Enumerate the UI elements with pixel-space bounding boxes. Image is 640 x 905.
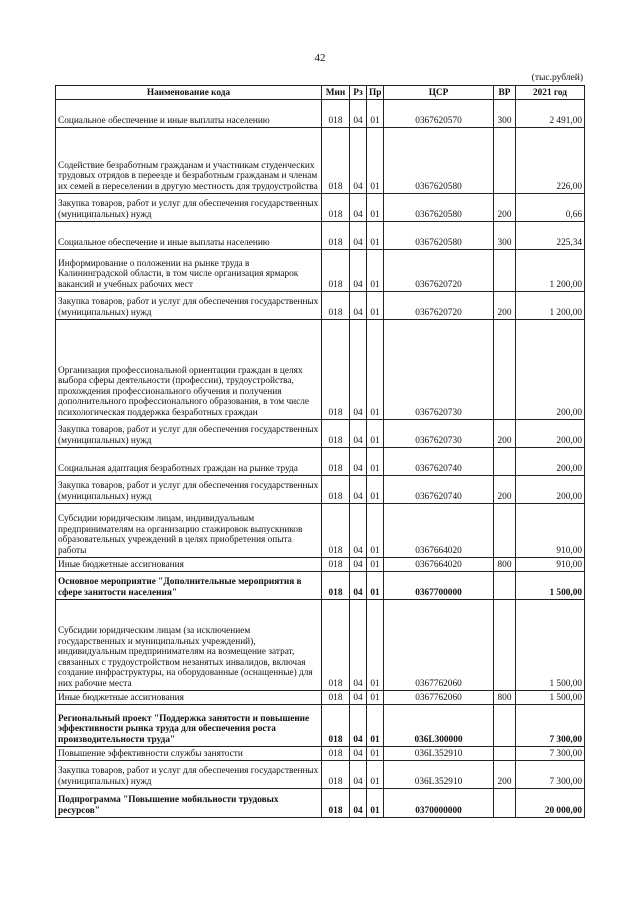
row-rz: 04 — [350, 761, 367, 789]
row-min: 018 — [322, 572, 350, 600]
row-amount: 226,00 — [516, 128, 585, 194]
row-csr: 0367620580 — [384, 128, 494, 194]
table-row — [56, 705, 585, 747]
row-rz: 04 — [350, 558, 367, 572]
row-amount: 910,00 — [516, 504, 585, 558]
row-csr: 0370000000 — [384, 789, 494, 818]
row-vr — [494, 789, 516, 818]
row-vr — [494, 600, 516, 691]
header-min: Мин — [322, 86, 350, 100]
row-csr: 036L352910 — [384, 747, 494, 761]
row-csr: 0367620580 — [384, 194, 494, 222]
budget-table — [55, 85, 585, 818]
header-name: Наименование кода — [56, 86, 322, 100]
row-name: Закупка товаров, работ и услуг для обеспечения государственных (муниципальных) нужд — [56, 761, 322, 789]
row-min: 018 — [322, 600, 350, 691]
units-label: (тыс.рублей) — [531, 73, 583, 83]
header-rz: Рз — [350, 86, 367, 100]
row-pr: 01 — [367, 789, 384, 818]
header-pr: Пр — [367, 86, 384, 100]
row-vr: 200 — [494, 476, 516, 504]
row-name: Иные бюджетные ассигнования — [56, 558, 322, 572]
row-name: Социальная адаптация безработных граждан на рынке труда — [56, 448, 322, 476]
table-row — [56, 761, 585, 789]
row-pr: 01 — [367, 194, 384, 222]
row-rz: 04 — [350, 100, 367, 128]
row-amount: 910,00 — [516, 558, 585, 572]
row-min: 018 — [322, 789, 350, 818]
table-row — [56, 292, 585, 320]
row-rz: 04 — [350, 789, 367, 818]
row-vr — [494, 747, 516, 761]
row-name: Субсидии юридическим лицам (за исключением государственных и муниципальных учреждений), индивидуальным предпринимателям на возмещение затрат, связанных с трудоустройством незанятых инвалидов, включая создание инфраструктуры, на оборудованные (оснащенные) для них рабочие места — [56, 600, 322, 691]
row-csr: 0367620720 — [384, 292, 494, 320]
row-pr: 01 — [367, 747, 384, 761]
row-pr: 01 — [367, 691, 384, 705]
page-number: 42 — [314, 52, 326, 64]
row-name: Информирование о положении на рынке труда в Калининградской области, в том числе организация ярмарок вакансий и учебных рабочих мест — [56, 250, 322, 292]
table-row — [56, 558, 585, 572]
row-min: 018 — [322, 420, 350, 448]
row-amount: 200,00 — [516, 448, 585, 476]
row-rz: 04 — [350, 600, 367, 691]
row-vr: 800 — [494, 558, 516, 572]
row-amount: 0,66 — [516, 194, 585, 222]
table-row — [56, 320, 585, 420]
row-csr: 036L352910 — [384, 761, 494, 789]
row-name: Содействие безработным гражданам и участникам студенческих трудовых отрядов в переезде и безработным гражданам и членам их семей в переселении в другую местность для трудоустройства — [56, 128, 322, 194]
row-vr — [494, 320, 516, 420]
row-rz: 04 — [350, 420, 367, 448]
row-amount: 2 491,00 — [516, 100, 585, 128]
row-name: Региональный проект "Поддержка занятости и повышение эффективности рынка труда для обеспечения роста производительности труда" — [56, 705, 322, 747]
row-min: 018 — [322, 320, 350, 420]
table-row — [56, 789, 585, 818]
header-csr: ЦСР — [384, 86, 494, 100]
row-rz: 04 — [350, 504, 367, 558]
row-vr — [494, 448, 516, 476]
table-row — [56, 476, 585, 504]
row-min: 018 — [322, 504, 350, 558]
row-pr: 01 — [367, 100, 384, 128]
row-pr: 01 — [367, 572, 384, 600]
table-row — [56, 100, 585, 128]
row-rz: 04 — [350, 320, 367, 420]
row-min: 018 — [322, 691, 350, 705]
row-csr: 0367620740 — [384, 448, 494, 476]
table-header-row — [56, 86, 585, 100]
row-rz: 04 — [350, 747, 367, 761]
row-vr — [494, 128, 516, 194]
row-name: Социальное обеспечение и иные выплаты населению — [56, 100, 322, 128]
table-row — [56, 504, 585, 558]
row-amount: 7 300,00 — [516, 761, 585, 789]
row-min: 018 — [322, 128, 350, 194]
row-rz: 04 — [350, 292, 367, 320]
row-name: Социальное обеспечение и иные выплаты населению — [56, 222, 322, 250]
row-amount: 200,00 — [516, 420, 585, 448]
row-min: 018 — [322, 747, 350, 761]
row-vr — [494, 250, 516, 292]
row-amount: 225,34 — [516, 222, 585, 250]
row-name: Основное мероприятие "Дополнительные мероприятия в сфере занятости населения" — [56, 572, 322, 600]
row-pr: 01 — [367, 558, 384, 572]
row-pr: 01 — [367, 222, 384, 250]
table-row — [56, 222, 585, 250]
table-row — [56, 448, 585, 476]
row-amount: 200,00 — [516, 476, 585, 504]
row-amount: 7 300,00 — [516, 705, 585, 747]
table-row — [56, 691, 585, 705]
table-row — [56, 420, 585, 448]
row-rz: 04 — [350, 691, 367, 705]
row-pr: 01 — [367, 292, 384, 320]
row-rz: 04 — [350, 194, 367, 222]
row-pr: 01 — [367, 504, 384, 558]
row-vr: 300 — [494, 100, 516, 128]
row-name: Закупка товаров, работ и услуг для обеспечения государственных (муниципальных) нужд — [56, 292, 322, 320]
row-amount: 1 200,00 — [516, 292, 585, 320]
row-vr: 200 — [494, 292, 516, 320]
row-vr: 200 — [494, 761, 516, 789]
row-csr: 0367620740 — [384, 476, 494, 504]
row-vr: 300 — [494, 222, 516, 250]
row-name: Организация профессиональной ориентации граждан в целях выбора сферы деятельности (профессии), трудоустройства, прохождения профессионального обучения и получения дополнительного профессионального образования, в том числе психологическая поддержка безработных граждан — [56, 320, 322, 420]
row-pr: 01 — [367, 448, 384, 476]
row-min: 018 — [322, 222, 350, 250]
row-csr: 0367762060 — [384, 600, 494, 691]
row-csr: 0367664020 — [384, 504, 494, 558]
row-csr: 0367620730 — [384, 320, 494, 420]
row-name: Повышение эффективности службы занятости — [56, 747, 322, 761]
row-pr: 01 — [367, 128, 384, 194]
row-min: 018 — [322, 705, 350, 747]
row-amount: 20 000,00 — [516, 789, 585, 818]
row-vr — [494, 705, 516, 747]
row-rz: 04 — [350, 705, 367, 747]
row-name: Субсидии юридическим лицам, индивидуальным предпринимателям на организацию стажировок выпускников образовательных учреждений в целях приобретения опыта работы — [56, 504, 322, 558]
row-name: Закупка товаров, работ и услуг для обеспечения государственных (муниципальных) нужд — [56, 420, 322, 448]
row-rz: 04 — [350, 476, 367, 504]
row-min: 018 — [322, 558, 350, 572]
row-amount: 7 300,00 — [516, 747, 585, 761]
table-row — [56, 600, 585, 691]
row-rz: 04 — [350, 250, 367, 292]
row-min: 018 — [322, 476, 350, 504]
row-rz: 04 — [350, 572, 367, 600]
row-name: Иные бюджетные ассигнования — [56, 691, 322, 705]
row-amount: 1 200,00 — [516, 250, 585, 292]
row-amount: 1 500,00 — [516, 691, 585, 705]
row-pr: 01 — [367, 420, 384, 448]
row-pr: 01 — [367, 250, 384, 292]
row-csr: 0367664020 — [384, 558, 494, 572]
row-csr: 0367620720 — [384, 250, 494, 292]
row-name: Подпрограмма "Повышение мобильности трудовых ресурсов" — [56, 789, 322, 818]
row-amount: 1 500,00 — [516, 600, 585, 691]
row-name: Закупка товаров, работ и услуг для обеспечения государственных (муниципальных) нужд — [56, 194, 322, 222]
row-pr: 01 — [367, 761, 384, 789]
row-rz: 04 — [350, 222, 367, 250]
row-min: 018 — [322, 761, 350, 789]
row-pr: 01 — [367, 476, 384, 504]
row-name: Закупка товаров, работ и услуг для обеспечения государственных (муниципальных) нужд — [56, 476, 322, 504]
row-csr: 0367620570 — [384, 100, 494, 128]
row-vr: 200 — [494, 420, 516, 448]
header-vr: ВР — [494, 86, 516, 100]
row-min: 018 — [322, 448, 350, 476]
row-vr — [494, 504, 516, 558]
row-vr: 800 — [494, 691, 516, 705]
header-year: 2021 год — [516, 86, 585, 100]
row-csr: 036L300000 — [384, 705, 494, 747]
table-row — [56, 128, 585, 194]
row-min: 018 — [322, 292, 350, 320]
row-min: 018 — [322, 194, 350, 222]
row-min: 018 — [322, 100, 350, 128]
row-csr: 0367620580 — [384, 222, 494, 250]
row-csr: 0367620730 — [384, 420, 494, 448]
row-vr: 200 — [494, 194, 516, 222]
table-row — [56, 250, 585, 292]
table-row — [56, 747, 585, 761]
row-amount: 200,00 — [516, 320, 585, 420]
row-amount: 1 500,00 — [516, 572, 585, 600]
row-pr: 01 — [367, 600, 384, 691]
table-row — [56, 572, 585, 600]
row-pr: 01 — [367, 320, 384, 420]
row-rz: 04 — [350, 128, 367, 194]
row-rz: 04 — [350, 448, 367, 476]
table-row — [56, 194, 585, 222]
row-pr: 01 — [367, 705, 384, 747]
row-min: 018 — [322, 250, 350, 292]
row-vr — [494, 572, 516, 600]
row-csr: 0367762060 — [384, 691, 494, 705]
row-csr: 0367700000 — [384, 572, 494, 600]
